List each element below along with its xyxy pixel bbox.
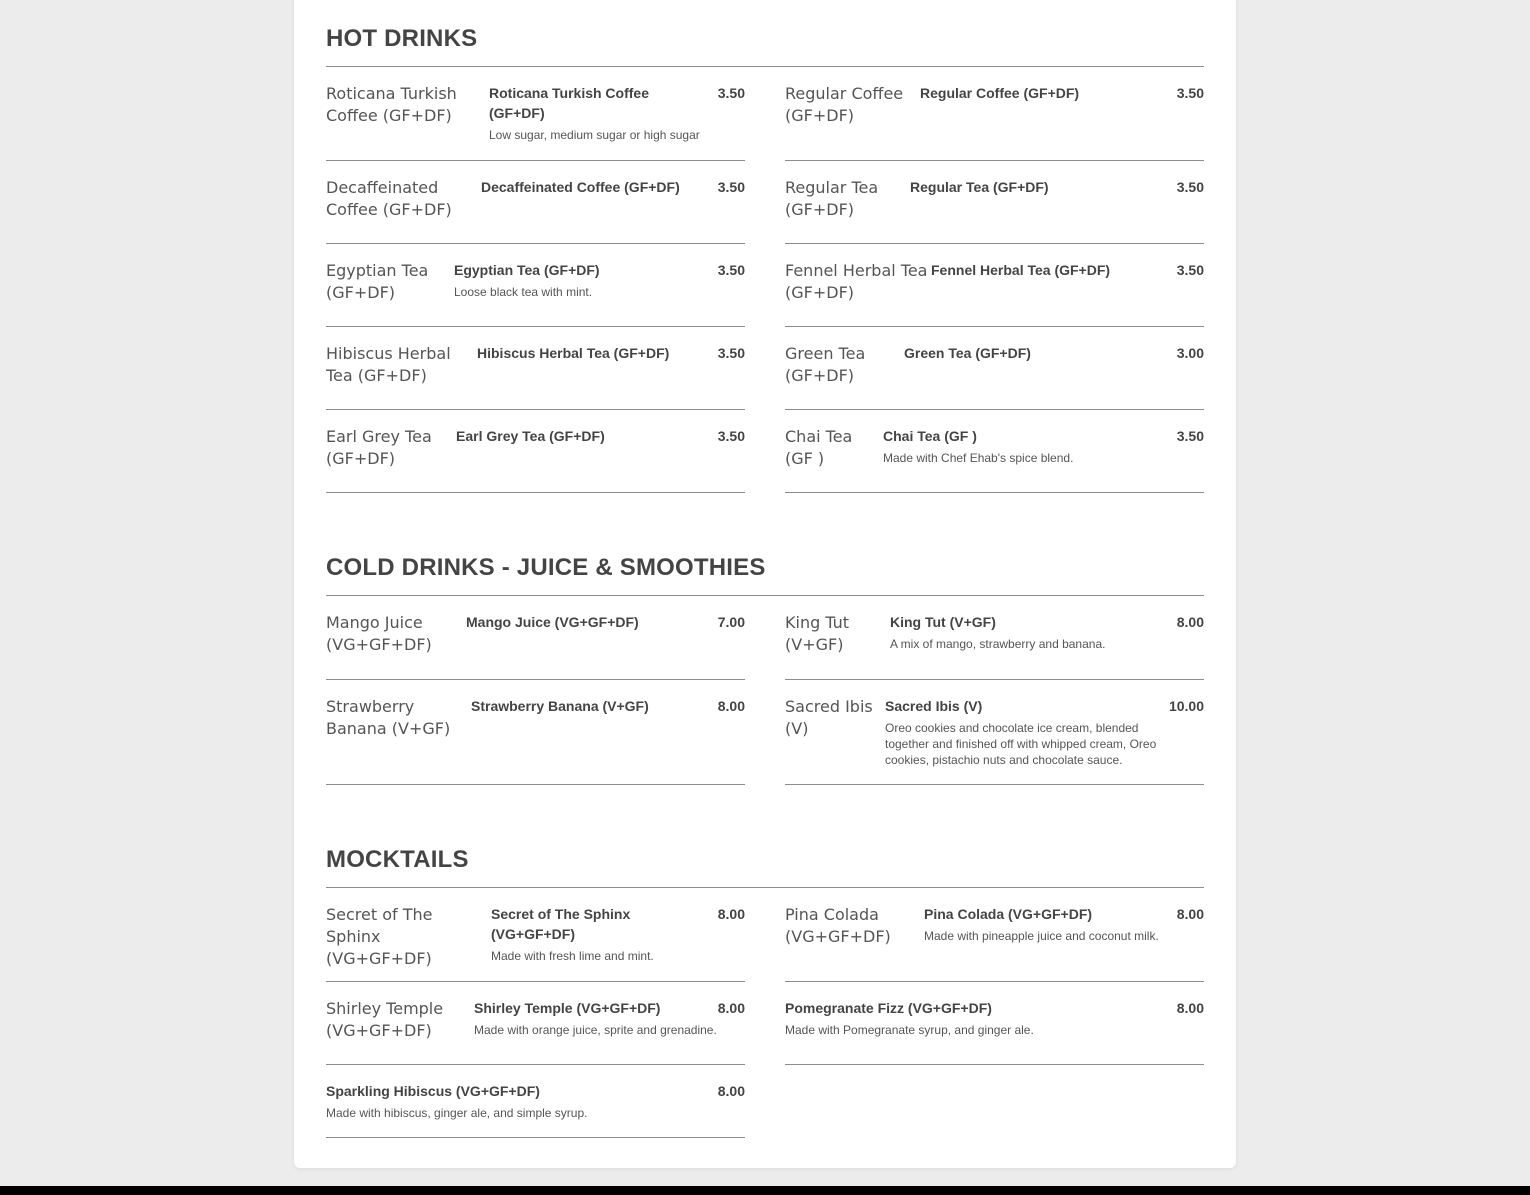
item-price: 3.50 <box>717 179 745 195</box>
item-image <box>326 260 454 304</box>
item-price: 8.00 <box>717 698 745 714</box>
item-image-alt: Chai Tea (GF ) <box>785 427 853 468</box>
item-name: Mango Juice (VG+GF+DF) <box>466 614 639 630</box>
item-image-alt: Sacred Ibis (V) <box>785 697 873 738</box>
menu-item[interactable] <box>785 327 1204 410</box>
menu-item[interactable] <box>326 67 745 161</box>
item-image <box>785 904 924 948</box>
item-description: Loose black tea with mint. <box>454 285 593 299</box>
item-image <box>326 612 466 656</box>
item-name: Shirley Temple (VG+GF+DF) <box>474 1000 661 1016</box>
item-price: 8.00 <box>717 906 745 922</box>
item-image-alt: Egyptian Tea (GF+DF) <box>326 261 429 302</box>
item-name: Hibiscus Herbal Tea (GF+DF) <box>477 345 670 361</box>
item-name: Secret of The Sphinx (VG+GF+DF) <box>491 906 631 942</box>
item-image <box>326 343 477 387</box>
menu-item-grid <box>326 596 1204 785</box>
item-name: Regular Tea (GF+DF) <box>910 179 1049 195</box>
item-description: Low sugar, medium sugar or high sugar <box>489 128 700 142</box>
item-name: Roticana Turkish Coffee (GF+DF) <box>489 85 649 121</box>
menu-item[interactable] <box>326 410 745 493</box>
item-description: Made with Pomegranate syrup, and ginger ale. <box>785 1023 1034 1037</box>
item-description: Made with pineapple juice and coconut milk. <box>924 929 1159 943</box>
item-image <box>326 426 456 470</box>
item-name: Decaffeinated Coffee (GF+DF) <box>481 179 680 195</box>
item-price: 3.50 <box>717 345 745 361</box>
item-price: 3.50 <box>717 428 745 444</box>
item-name: Earl Grey Tea (GF+DF) <box>456 428 605 444</box>
item-image <box>326 177 481 221</box>
item-image <box>326 696 471 740</box>
item-name: Egyptian Tea (GF+DF) <box>454 262 600 278</box>
item-description: Oreo cookies and chocolate ice cream, blended together and finished off with whipped cream, Oreo cookies, pistachio nuts and chocolate sauce. <box>885 721 1157 767</box>
item-price: 3.50 <box>1176 85 1204 101</box>
item-name: Sacred Ibis (V) <box>885 698 983 714</box>
item-image <box>785 260 931 304</box>
item-image-alt: Hibiscus Herbal Tea (GF+DF) <box>326 344 451 385</box>
item-description: Made with Chef Ehab's spice blend. <box>883 451 1074 465</box>
item-image <box>785 696 885 740</box>
footer-bar <box>0 1186 1530 1195</box>
item-name: Regular Coffee (GF+DF) <box>920 85 1080 101</box>
item-image-alt: Earl Grey Tea (GF+DF) <box>326 427 432 468</box>
item-image-alt: Strawberry Banana (V+GF) <box>326 697 451 738</box>
menu-item[interactable] <box>326 982 745 1065</box>
item-name: Pina Colada (VG+GF+DF) <box>924 906 1093 922</box>
item-image-alt: Shirley Temple (VG+GF+DF) <box>326 999 444 1040</box>
item-image <box>785 426 883 470</box>
item-image <box>785 177 910 221</box>
menu-item[interactable] <box>326 888 745 982</box>
section-title: COLD DRINKS - JUICE & SMOOTHIES <box>326 554 766 581</box>
menu-item[interactable] <box>785 244 1204 327</box>
item-price: 8.00 <box>1176 614 1204 630</box>
menu-item[interactable] <box>785 67 1204 161</box>
item-name: Pomegranate Fizz (VG+GF+DF) <box>785 1000 992 1016</box>
item-image-alt: Roticana Turkish Coffee (GF+DF) <box>326 84 457 125</box>
menu-item[interactable] <box>326 327 745 410</box>
menu-item[interactable] <box>785 161 1204 244</box>
menu-item[interactable] <box>326 161 745 244</box>
item-image-alt: Pina Colada (VG+GF+DF) <box>785 905 891 946</box>
menu-item[interactable] <box>326 1065 745 1138</box>
item-description: Made with orange juice, sprite and grenadine. <box>474 1023 717 1037</box>
item-price: 3.50 <box>1176 428 1204 444</box>
item-price: 10.00 <box>1168 698 1204 714</box>
menu-item-grid <box>326 888 1204 1138</box>
item-price: 3.50 <box>717 262 745 278</box>
section-hot-drinks <box>326 25 1204 468</box>
item-price: 8.00 <box>1176 906 1204 922</box>
item-price: 3.50 <box>1176 262 1204 278</box>
item-name: Fennel Herbal Tea (GF+DF) <box>931 262 1111 278</box>
item-price: 3.00 <box>1176 345 1204 361</box>
menu-item[interactable] <box>785 596 1204 680</box>
item-description: Made with hibiscus, ginger ale, and simple syrup. <box>326 1106 588 1120</box>
item-image <box>785 83 920 127</box>
menu-item[interactable] <box>785 888 1204 982</box>
section-mocktails <box>326 846 1204 1120</box>
section-title: HOT DRINKS <box>326 25 478 52</box>
item-image <box>326 998 474 1042</box>
menu-item-grid <box>326 67 1204 493</box>
item-description: Made with fresh lime and mint. <box>491 949 654 963</box>
menu-item[interactable] <box>785 982 1204 1065</box>
item-image-alt: Regular Tea (GF+DF) <box>785 178 879 219</box>
item-image-alt: Green Tea (GF+DF) <box>785 344 866 385</box>
item-name: Sparkling Hibiscus (VG+GF+DF) <box>326 1083 540 1099</box>
menu-item[interactable] <box>326 596 745 680</box>
item-price: 3.50 <box>1176 179 1204 195</box>
item-image-alt: Regular Coffee (GF+DF) <box>785 84 904 125</box>
item-name: Chai Tea (GF ) <box>883 428 977 444</box>
menu-item[interactable] <box>785 680 1204 785</box>
item-description: A mix of mango, strawberry and banana. <box>890 637 1106 651</box>
item-image <box>785 343 904 387</box>
item-name: King Tut (V+GF) <box>890 614 996 630</box>
item-image-alt: Decaffeinated Coffee (GF+DF) <box>326 178 452 219</box>
section-cold-drinks <box>326 554 1204 767</box>
item-image-alt: Fennel Herbal Tea (GF+DF) <box>785 261 928 302</box>
section-title: MOCKTAILS <box>326 846 469 873</box>
menu-item[interactable] <box>326 680 745 785</box>
item-name: Green Tea (GF+DF) <box>904 345 1031 361</box>
item-price: 7.00 <box>717 614 745 630</box>
item-image <box>326 83 489 127</box>
item-price: 3.50 <box>717 85 745 101</box>
menu-item[interactable] <box>326 244 745 327</box>
item-image-alt: Mango Juice (VG+GF+DF) <box>326 613 432 654</box>
item-image <box>785 612 890 656</box>
menu-item[interactable] <box>785 410 1204 493</box>
item-image <box>326 904 491 970</box>
item-image-alt: King Tut (V+GF) <box>785 613 850 654</box>
item-price: 8.00 <box>717 1083 745 1099</box>
item-image-alt: Secret of The Sphinx (VG+GF+DF) <box>326 905 433 968</box>
item-price: 8.00 <box>1176 1000 1204 1016</box>
item-price: 8.00 <box>717 1000 745 1016</box>
item-name: Strawberry Banana (V+GF) <box>471 698 649 714</box>
